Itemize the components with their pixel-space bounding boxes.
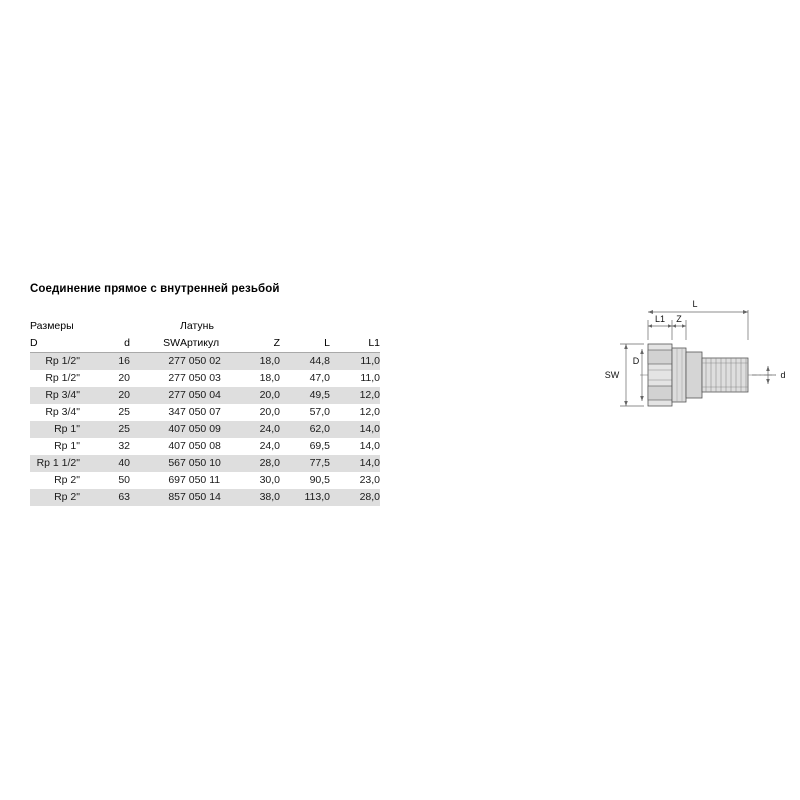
label-L1: L1 — [654, 314, 666, 324]
table-row — [30, 387, 380, 404]
cell-article: 7 050 10 — [180, 455, 230, 472]
label-Z: Z — [676, 314, 682, 324]
cell-l1: 12,0 — [359, 406, 380, 418]
cell-l1: 12,0 — [330, 387, 380, 404]
cell-sw: 40 — [130, 421, 180, 438]
cell-l: 47,0 — [309, 372, 330, 384]
cell-l1: 14,0 — [359, 440, 380, 452]
cell-D: Rp 2" — [30, 489, 80, 506]
label-D: D — [632, 356, 640, 366]
spec-table — [30, 318, 380, 506]
cell-d: 63 — [80, 489, 130, 506]
cell-z: 30,0 — [259, 474, 280, 486]
column-header-d: d — [80, 335, 130, 353]
cell-sw: 40 — [168, 440, 180, 452]
cell-sw: 85 — [130, 489, 180, 506]
cell-D: Rp 2" — [54, 474, 80, 486]
table-row — [30, 472, 380, 489]
table-row — [30, 370, 380, 387]
cell-sw: 27 — [130, 353, 180, 371]
cell-article: 7 050 02 — [180, 353, 230, 371]
cell-D: Rp 1/2" — [45, 372, 80, 384]
cell-article: 7 050 14 — [180, 489, 230, 506]
cell-D: Rp 1 1/2" — [30, 455, 80, 472]
cell-z: 20,0 — [230, 387, 280, 404]
cell-l: 62,0 — [280, 421, 330, 438]
technical-drawing — [600, 292, 790, 422]
cell-l: 113,0 — [280, 489, 330, 506]
cell-l: 90,5 — [309, 474, 330, 486]
cell-z: 20,0 — [259, 406, 280, 418]
cell-d: 32 — [118, 440, 130, 452]
cell-d: 25 — [80, 421, 130, 438]
table-row — [30, 489, 380, 506]
column-header-sw: SW — [130, 335, 180, 353]
cell-z: 38,0 — [230, 489, 280, 506]
cell-article: 7 050 03 — [180, 372, 221, 384]
cell-sw: 56 — [130, 455, 180, 472]
cell-article: 7 050 09 — [180, 421, 230, 438]
cell-l: 69,5 — [309, 440, 330, 452]
group-header-material: Латунь — [180, 320, 214, 332]
column-header-article: Артикул — [180, 335, 230, 353]
table-row — [30, 421, 380, 438]
column-header-l1: L1 — [330, 335, 380, 353]
cell-d: 20 — [80, 387, 130, 404]
cell-l1: 14,0 — [330, 455, 380, 472]
column-header-z: Z — [230, 335, 280, 353]
cell-z: 24,0 — [230, 421, 280, 438]
cell-D: Rp 3/4" — [45, 406, 80, 418]
cell-l: 77,5 — [280, 455, 330, 472]
cell-D: Rp 1/2" — [30, 353, 80, 371]
cell-D: Rp 1" — [54, 440, 80, 452]
cell-d: 25 — [118, 406, 130, 418]
table-group-header-row — [30, 318, 380, 335]
cell-sw: 27 — [130, 387, 180, 404]
cell-l: 57,0 — [309, 406, 330, 418]
fitting-body — [648, 344, 748, 406]
spec-table-container — [30, 318, 380, 506]
cell-l1: 14,0 — [330, 421, 380, 438]
cell-z: 18,0 — [259, 372, 280, 384]
cell-sw: 69 — [168, 474, 180, 486]
table-row — [30, 404, 380, 421]
cell-l1: 11,0 — [360, 372, 380, 384]
label-SW: SW — [604, 370, 620, 380]
cell-D: Rp 3/4" — [30, 387, 80, 404]
fitting-drawing-svg — [600, 292, 790, 422]
cell-D: Rp 1" — [30, 421, 80, 438]
column-header-l: L — [280, 335, 330, 353]
cell-d: 16 — [80, 353, 130, 371]
cell-z: 18,0 — [230, 353, 280, 371]
label-L: L — [692, 299, 698, 309]
cell-l1: 28,0 — [330, 489, 380, 506]
spec-table-body — [30, 318, 380, 506]
cell-sw: 27 — [168, 372, 180, 384]
table-row — [30, 438, 380, 455]
cell-d: 20 — [118, 372, 130, 384]
cell-l: 49,5 — [280, 387, 330, 404]
cell-l1: 11,0 — [330, 353, 380, 371]
cell-l: 44,8 — [280, 353, 330, 371]
cell-d: 40 — [80, 455, 130, 472]
table-row — [30, 455, 380, 472]
page-title: Соединение прямое с внутренней резьбой — [30, 283, 280, 295]
label-d: d — [780, 370, 786, 380]
cell-article: 7 050 04 — [180, 387, 230, 404]
cell-article: 7 050 11 — [180, 474, 221, 486]
column-header-D: D — [30, 335, 80, 353]
cell-l1: 23,0 — [359, 474, 380, 486]
cell-z: 24,0 — [259, 440, 280, 452]
table-column-header-row — [30, 335, 380, 353]
cell-article: 7 050 07 — [180, 406, 221, 418]
cell-d: 50 — [118, 474, 130, 486]
cell-z: 28,0 — [230, 455, 280, 472]
group-header-dimensions: Размеры — [30, 320, 74, 332]
cell-sw: 34 — [168, 406, 180, 418]
table-row — [30, 353, 380, 371]
cell-article: 7 050 08 — [180, 440, 221, 452]
